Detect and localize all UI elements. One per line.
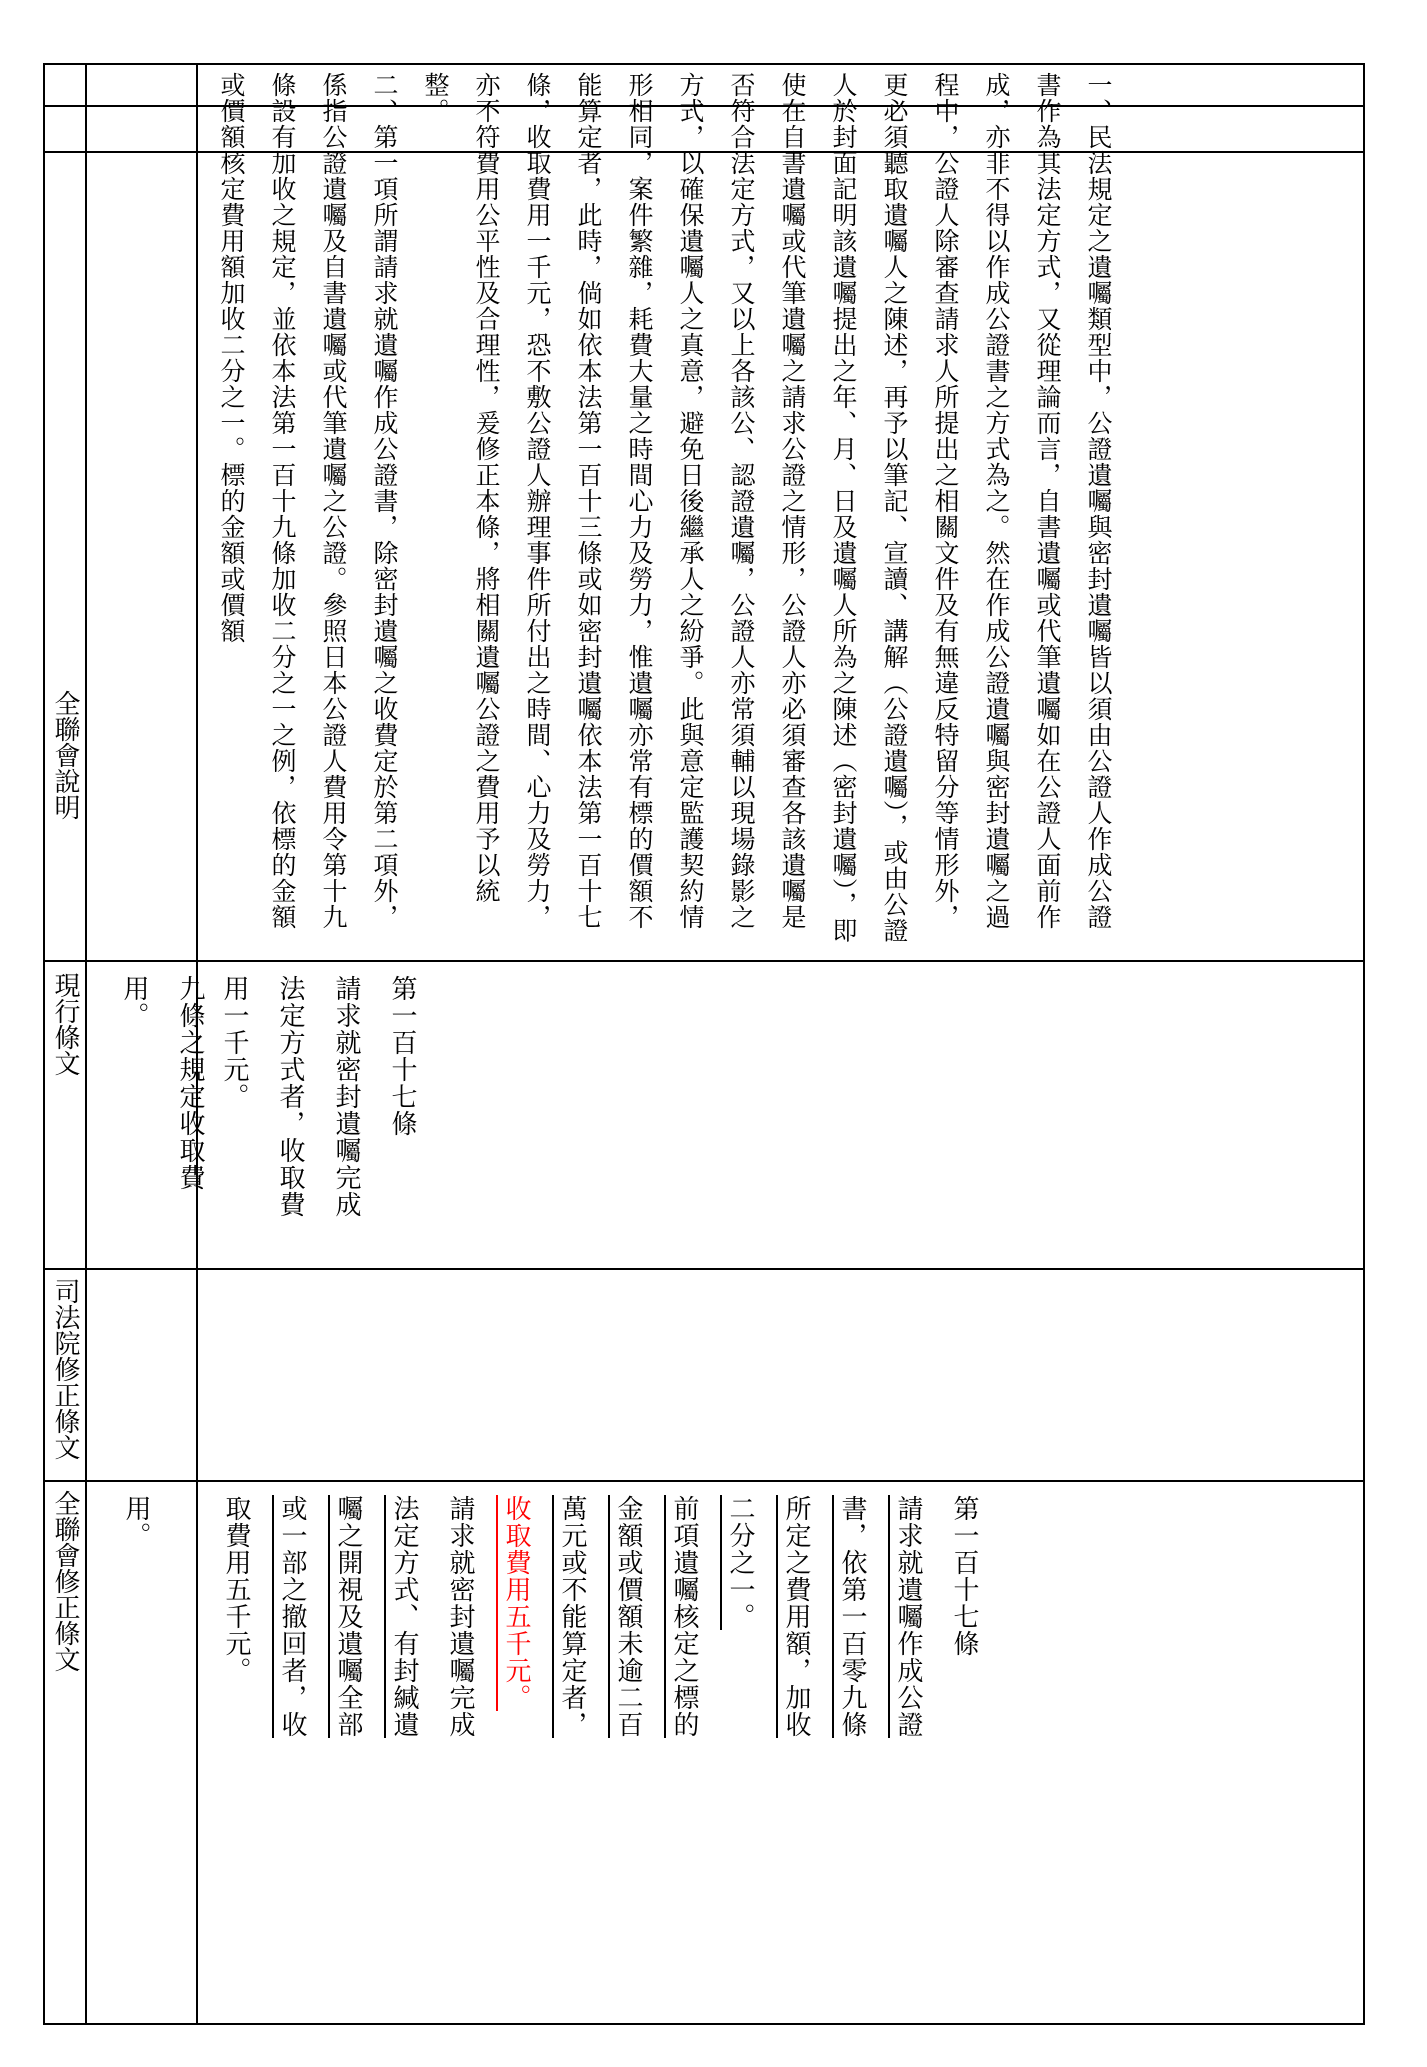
col1-p1-s3: 所定之費用額，加收 <box>781 1495 811 1738</box>
header-col1: 全聯會修正條文 <box>50 1490 80 1672</box>
top-row-col3 <box>106 975 218 1265</box>
col1-p3-s1: 請求就密封遺囑完成 <box>445 1495 475 1738</box>
header-col3: 現行條文 <box>50 972 80 1076</box>
col1-p1-s4: 二分之一。 <box>725 1495 755 1630</box>
top-row-col1: 用。 <box>121 1495 151 1549</box>
col1-p2-s4: 收取費用五千元。 <box>501 1495 531 1711</box>
band-divider-2 <box>43 1268 1365 1270</box>
col1-p2-s2: 金額或價額未逾二百 <box>613 1495 643 1738</box>
col1-p3-s5: 取費用五千元。 <box>221 1495 251 1684</box>
col3-text <box>206 975 430 1260</box>
col1-p3-s2: 法定方式、有封緘遺 <box>389 1495 419 1738</box>
col1-article: 第一百十七條 <box>949 1495 979 1657</box>
col3-line3: 用一千元。 <box>219 975 249 1110</box>
row-divider-header <box>85 63 87 2025</box>
col3-line2: 法定方式者，收取費 <box>275 975 305 1218</box>
col1-p3-s3: 囑之開視及遺囑全部 <box>333 1495 363 1738</box>
col1-text <box>208 1495 992 1965</box>
col1-p2-s3: 萬元或不能算定者， <box>557 1495 587 1738</box>
col4-item2-text: 第一項所謂請求就遺囑作成公證書，除密封遺囑之收費定於第二項外，係指公證遺囑及自書遺囑或代筆遺囑之公證。參照日本公證人費用令第十九條設有加收之規定，並依本法第一百十九條加收二分之一之例，依標的金額或價額核定費用額加收二分之一。標的金額或價額 <box>217 72 399 930</box>
col4-item2-num: 二、 <box>370 72 399 124</box>
col1-p2-s1: 前項遺囑核定之標的 <box>669 1495 699 1738</box>
col3-line1: 請求就密封遺囑完成 <box>331 975 361 1218</box>
header-col4: 全聯會說明 <box>50 690 80 820</box>
col1-p1-s2: 書，依第一百零九條 <box>837 1495 867 1738</box>
col3-article: 第一百十七條 <box>387 975 417 1137</box>
top-row-col3-a: 九條之規定收取費 <box>175 975 205 1191</box>
col1-p3-s4: 或一部之撤回者，收 <box>277 1495 307 1738</box>
header-col2: 司法院修正條文 <box>50 1278 80 1460</box>
col4-item1-text: 民法規定之遺囑類型中，公證遺囑與密封遺囑皆以須由公證人作成公證書作為其法定方式，又從理論而言，自書遺囑或代筆遺囑如在公證人面前作成，亦非不得以作成公證書之方式為之。然在作成公證遺囑與密封遺囑之過程中，公證人除審查請求人所提出之相關文件及有無違反特留分等情形外，更必須聽取遺囑人之陳述，再予以筆記、宣讀、講解（公證遺囑），或由公證人於封面記明該遺囑提出之年、月、日及遺囑人所為之陳述（密封遺囑），即使在自書遺囑或代筆遺囑之請求公證之情形，公證人亦必須審查各該遺囑是否符合法定方式，又以上各該公、認證遺囑，公證人亦常須輔以現場錄影之方式，以確保遺囑人之真意，避免日後繼承人之紛爭。此與意定監護契約情形相同，案件繁雜，耗費大量之時間心力及勞力，惟遺囑亦常有標的價額不能算定者，此時，倘如依本法第一百十三條或如密封遺囑依本法第一百十七條，收取費用一千元，恐不敷公證人辦理事件所付出之時間、心力及勞力，亦不符費用公平性及合理性，爰修正本條，將相關遺囑公證之費用予以統整。 <box>421 72 1113 944</box>
band-divider-1 <box>43 1480 1365 1482</box>
col1-p1-s1: 請求就遺囑作成公證 <box>893 1495 923 1738</box>
band-divider-3 <box>43 960 1365 962</box>
top-row-col3-b: 用。 <box>119 975 149 1029</box>
col4-item1-num: 一、 <box>1084 72 1113 124</box>
col4-text <box>206 72 1124 952</box>
